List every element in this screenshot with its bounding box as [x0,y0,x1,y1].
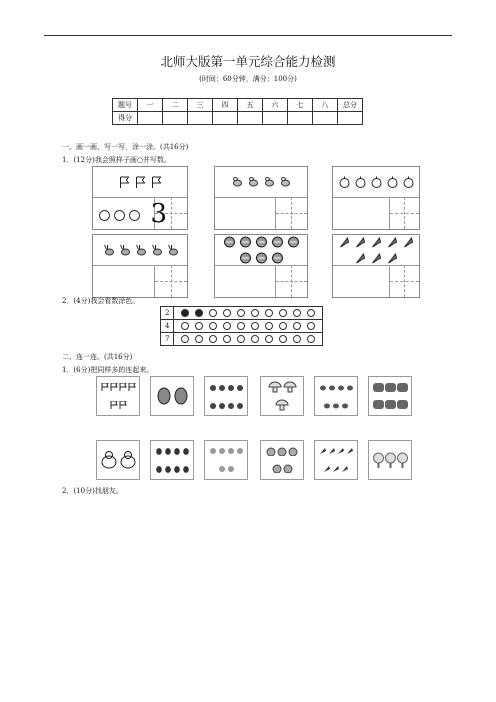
top-rule [44,35,452,36]
score-cell: 一 [138,99,163,112]
match-card-mushrooms[interactable] [260,376,304,416]
eggplant-icon [182,447,190,455]
score-input[interactable] [163,112,188,125]
score-input[interactable] [213,112,238,125]
circle-icon [129,210,140,221]
flag-icon [110,401,118,409]
rabbit-icon [323,401,331,409]
flower-icon [227,465,235,473]
eggplant-icon [164,465,172,473]
duck-icon [236,401,244,409]
color-dots[interactable] [174,307,323,320]
score-cell: 八 [313,99,338,112]
score-label: 得分 [113,112,138,125]
rabbit-icon [346,383,354,391]
score-cell: 总分 [338,99,363,112]
fish-icon [173,386,189,406]
rabbit-icon [337,383,345,391]
score-cell: 四 [213,99,238,112]
flag-icon [101,383,109,391]
rabbit-icon [328,383,336,391]
duck-icon [227,401,235,409]
eggplant-icon [182,465,190,473]
flag-icon [93,167,187,198]
score-value-row [113,112,363,125]
mushroom-icon [268,381,282,393]
empty-dot-icon[interactable] [251,335,259,343]
exercise-box-carrots [332,234,420,298]
writing-grid[interactable] [389,197,419,229]
duck-icon [209,383,217,391]
empty-dot-icon[interactable] [209,335,217,343]
empty-dot-icon[interactable] [293,309,301,317]
duck-icon [218,401,226,409]
empty-dot-icon[interactable] [181,322,189,330]
rabbit-icon [332,401,340,409]
empty-dot-icon[interactable] [307,335,315,343]
rabbit-icon [319,383,327,391]
empty-dot-icon[interactable] [307,322,315,330]
tomato-icon [277,447,287,456]
match-card-trees[interactable] [368,440,412,480]
empty-dot-icon[interactable] [223,322,231,330]
score-input[interactable] [313,112,338,125]
flower-icon [218,447,226,455]
duck-icon [227,383,235,391]
section1-heading: 一、画一画，写一写，涂一涂。(共16分) [62,143,189,151]
example-circles [99,210,140,221]
flag-icon [119,383,127,391]
exercise-box-flags [92,166,188,230]
tomato-icon [266,447,276,456]
melon-icon [215,235,307,266]
rabbit-icon [341,401,349,409]
empty-dot-icon[interactable] [209,322,217,330]
tree-icon [373,452,384,468]
exercise-box-melons [214,234,308,298]
section1-q1: 1．(12分)我会照样子画○并写数。 [62,156,171,164]
writing-grid[interactable] [154,265,187,297]
score-input[interactable] [263,112,288,125]
color-row [161,333,323,346]
flower-icon [236,447,244,455]
tree-icon [397,452,408,468]
score-input[interactable] [138,112,163,125]
match-card-rabbits[interactable] [314,376,358,416]
match-card-carrots[interactable] [314,440,358,480]
duck-icon [218,383,226,391]
eggplant-icon [173,465,181,473]
exercise-box-apples [332,166,420,230]
filled-dot-icon[interactable] [195,309,203,317]
section2-heading: 二、连一连。(共16分) [62,353,133,361]
flag-icon [119,401,127,409]
empty-dot-icon[interactable] [279,309,287,317]
color-dots[interactable] [174,320,323,333]
stone-icon [385,383,396,392]
section1-q2: 2．(4分)我会看数涂色。 [62,297,140,305]
flower-icon [218,465,226,473]
score-input[interactable] [238,112,263,125]
score-cell: 五 [238,99,263,112]
exercise-box-bees [214,166,308,230]
empty-dot-icon[interactable] [223,335,231,343]
mushroom-icon [283,381,297,393]
tomato-icon [272,464,282,473]
eggplant-icon [155,465,163,473]
match-card-stones[interactable] [368,376,412,416]
carrot-icon [332,465,340,473]
color-number: 4 [161,320,174,333]
color-number: 7 [161,333,174,346]
bee-icon [215,167,307,198]
empty-dot-icon[interactable] [195,322,203,330]
empty-dot-icon[interactable] [237,335,245,343]
empty-dot-icon[interactable] [293,322,301,330]
flag-icon [110,383,118,391]
score-cell: 二 [163,99,188,112]
mushroom-icon [275,399,289,411]
empty-dot-icon[interactable] [293,335,301,343]
score-input[interactable] [288,112,313,125]
eggplant-icon [164,447,172,455]
circle-icon [99,210,110,221]
eggplant-icon [173,447,181,455]
page-title: 北师大版第一单元综合能力检测 [160,54,336,69]
tree-icon [385,452,396,468]
empty-dot-icon[interactable] [251,322,259,330]
match-card-flowers[interactable] [204,440,248,480]
carrot-icon [333,235,419,266]
color-number: 2 [161,307,174,320]
empty-dot-icon[interactable] [195,335,203,343]
apple-icon [333,167,419,198]
tomato-icon [283,464,293,473]
duck-icon [236,383,244,391]
empty-dot-icon[interactable] [265,322,273,330]
stone-icon [397,383,408,392]
section2-q1: 1．(6分)把同样多的连起来。 [62,366,154,374]
score-cell: 题号 [113,99,138,112]
score-cell: 七 [288,99,313,112]
empty-dot-icon[interactable] [265,309,273,317]
carrot-icon [319,447,327,455]
eggplant-icon [155,447,163,455]
duck-icon [209,401,217,409]
empty-dot-icon[interactable] [307,309,315,317]
empty-dot-icon[interactable] [237,322,245,330]
stone-icon [397,400,408,409]
color-dots[interactable] [174,333,323,346]
section2-q2: 2．(10分)找朋友。 [62,487,123,495]
exercise-box-rabbits [92,234,188,298]
writing-grid[interactable] [275,265,307,297]
score-cell: 三 [188,99,213,112]
stone-icon [373,400,384,409]
score-input[interactable] [338,112,363,125]
carrot-icon [341,465,349,473]
carrot-icon [328,447,336,455]
score-input[interactable] [188,112,213,125]
empty-dot-icon[interactable] [209,309,217,317]
rabbit-icon [93,235,187,266]
fish-icon [156,386,172,406]
flag-icon [128,383,136,391]
empty-dot-icon[interactable] [279,322,287,330]
match-card-tomatoes[interactable] [260,440,304,480]
match-card-eggplants[interactable] [150,440,194,480]
writing-grid[interactable] [275,197,307,229]
score-header-row [113,99,363,112]
carrot-icon [323,465,331,473]
flower-icon [227,447,235,455]
score-table [112,98,363,125]
empty-dot-icon[interactable] [279,335,287,343]
match-card-fish[interactable] [150,376,194,416]
color-row [161,307,323,320]
empty-dot-icon[interactable] [181,335,189,343]
dog-icon [119,450,137,470]
match-card-dogs[interactable] [96,440,140,480]
flower-icon [209,447,217,455]
color-table [160,306,323,346]
color-row [161,320,323,333]
match-card-flags[interactable] [96,376,140,416]
page-subtitle: (时间：60分钟，满分：100分) [199,75,297,83]
stone-icon [373,383,384,392]
example-digit: 3 [150,199,167,229]
empty-dot-icon[interactable] [223,309,231,317]
carrot-icon [337,447,345,455]
empty-dot-icon[interactable] [237,309,245,317]
dog-icon [100,450,118,470]
writing-grid[interactable] [389,265,419,297]
carrot-icon [346,447,354,455]
empty-dot-icon[interactable] [265,335,273,343]
filled-dot-icon[interactable] [181,309,189,317]
stone-icon [385,400,396,409]
match-card-ducks[interactable] [204,376,248,416]
empty-dot-icon[interactable] [251,309,259,317]
circle-icon [114,210,125,221]
score-cell: 六 [263,99,288,112]
tomato-icon [288,447,298,456]
